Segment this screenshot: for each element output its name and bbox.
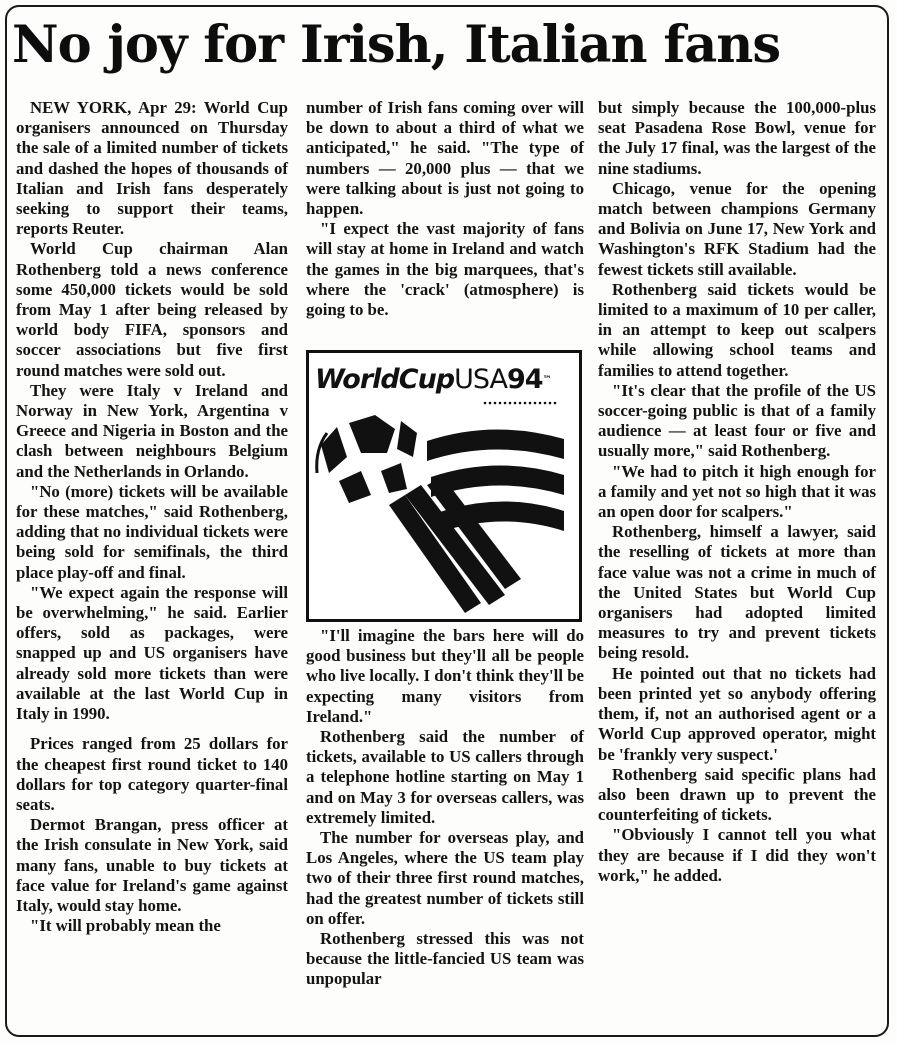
paragraph: "I expect the vast majority of fans will stay at home in Ireland and watch the games in the big marquees, that's where the 'crack' (atmosphere) is going to be. <box>306 219 584 320</box>
article-column-2-top <box>306 98 584 320</box>
paragraph: but simply because the 100,000-plus seat Pasadena Rose Bowl, venue for the July 17 final, was the largest of the nine stadiums. <box>598 98 876 178</box>
paragraph: Rothenberg said tickets would be limited to a maximum of 10 per caller, in an attempt to keep out scalpers while allowing school teams and families to attend together. <box>598 279 876 380</box>
headline: No joy for Irish, Italian fans <box>12 15 781 75</box>
paragraph: World Cup chairman Alan Rothenberg told a news conference some 450,000 tickets would be sold from May 1 after being released by world body FIFA, sponsors and soccer associations but five first round matches were sold out. <box>16 239 288 380</box>
paragraph: "Obviously I cannot tell you what they are because if I did they won't work," he added. <box>598 825 876 885</box>
logo-wordmark <box>315 363 577 397</box>
paragraph: Rothenberg, himself a lawyer, said the reselling of tickets at more than face value was not a crime in much of the United States but World Cup organisers had adopted limited measures to try and prevent tickets being resold. <box>598 522 876 663</box>
paragraph: "We expect again the response will be overwhelming," he said. Earlier offers, sold as packages, were snapped up and US organisers have already sold more tickets than were available at the last World Cup in Italy in 1990. <box>16 582 288 724</box>
logo-year: 94 <box>507 364 543 395</box>
article-column-2-bottom <box>306 626 584 990</box>
flag-stripes-icon <box>389 429 564 613</box>
paragraph: "We had to pitch it high enough for a family and yet not so high that it was an open door for scalpers." <box>598 461 876 522</box>
paragraph: Rothenberg stressed this was not because the little-fancied US team was unpopular <box>306 929 584 989</box>
logo-usa: USA <box>454 364 507 395</box>
paragraph: "It will probably mean the <box>30 916 221 936</box>
paragraph: "I'll imagine the bars here will do good business but they'll all be people who live locally. I don't think they'll be expecting many visitors from Ireland." <box>306 626 584 726</box>
world-cup-usa-94-logo <box>306 350 582 622</box>
paragraph: "It's clear that the profile of the US soccer-going public is that of a family audience — at least four or five and usually more," said Rothenberg. <box>598 380 876 461</box>
paragraph: Dermot Brangan, press officer at the Irish consulate in New York, said many fans, unable to buy tickets at face value for Ireland's game against Italy, would stay home. <box>16 815 288 915</box>
paragraph: Chicago, venue for the opening match between champions Germany and Bolivia on June 17, New York and Washington's RFK Stadium had the fewest tickets still available. <box>598 178 876 279</box>
paragraph: Rothenberg said the number of tickets, available to US callers through a telephone hotline starting on May 1 and on May 3 for overseas callers, was extremely limited. <box>306 727 584 827</box>
article-column-3 <box>598 98 876 886</box>
paragraph: He pointed out that no tickets had been printed yet so anybody offering them, if, not an authorised agent or a World Cup approved operator, might be 'frankly very suspect.' <box>598 663 876 764</box>
logo-trademark: ™ <box>542 375 551 385</box>
paragraph: number of Irish fans coming over will be down to about a third of what we anticipated," he said. "The type of numbers — 20,000 plus — that we were talking about is just not going to happen. <box>306 98 584 219</box>
logo-world-cup: WorldCup <box>315 364 455 395</box>
article-column-1 <box>16 98 288 936</box>
paragraph: "No (more) tickets will be available for these matches," said Rothenberg, adding that no individual tickets were being sold for semifinals, the third place play-off and final. <box>16 481 288 582</box>
paragraph: The number for overseas play, and Los Angeles, where the US team play two of their three first round matches, had the greatest number of tickets still on offer. <box>306 828 584 928</box>
paragraph: NEW YORK, Apr 29: World Cup organisers announced on Thursday the sale of a limited number of tickets and dashed the hopes of thousands of Italian and Irish fans desperately seeking to support their teams, reports Reuter. <box>16 98 288 239</box>
dotted-divider <box>484 402 557 405</box>
soccer-ball-icon <box>317 415 417 503</box>
paragraph: Prices ranged from 25 dollars for the cheapest first round ticket to 140 dollars for top category quarter-final seats. <box>16 734 288 814</box>
paragraph: Rothenberg said specific plans had also been drawn up to prevent the counterfeiting of tickets. <box>598 764 876 825</box>
paragraph: They were Italy v Ireland and Norway in New York, Argentina v Greece and Nigeria in Boston and the clash between neighbours Belgium and the Netherlands in Orlando. <box>16 380 288 481</box>
